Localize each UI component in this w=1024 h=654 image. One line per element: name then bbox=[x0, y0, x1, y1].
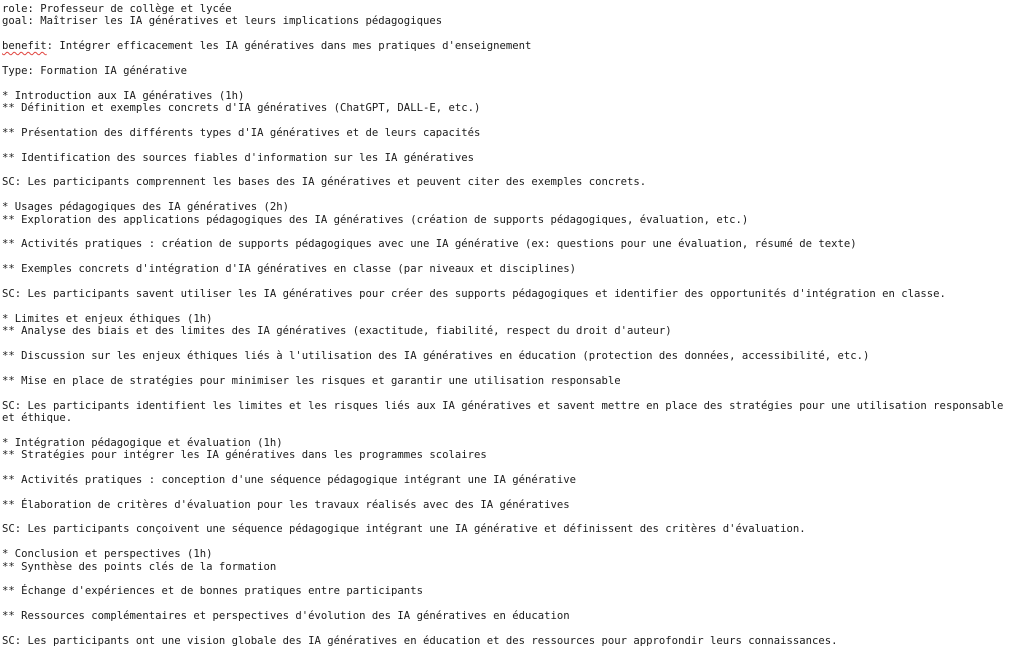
blank-line bbox=[2, 461, 1024, 473]
blank-line bbox=[2, 189, 1024, 201]
blank-line bbox=[2, 424, 1024, 436]
blank-line bbox=[2, 28, 1024, 40]
blank-line bbox=[2, 486, 1024, 498]
blank-line bbox=[2, 362, 1024, 374]
goal-line: goal: Maîtriser les IA génératives et leurs implications pédagogiques bbox=[2, 15, 443, 28]
success-criteria: SC: Les participants ont une vision globale des IA génératives en éducation et des ressources pour approfondir leurs connaissances. bbox=[2, 634, 838, 647]
blank-line bbox=[2, 598, 1024, 610]
success-criteria: SC: Les participants identifient les limites et les risques liés aux IA génératives et savent mettre en place des stratégies pour une utilisation responsable et éthique. bbox=[2, 399, 1010, 424]
blank-line bbox=[2, 511, 1024, 523]
blank-line bbox=[2, 387, 1024, 399]
blank-line bbox=[2, 226, 1024, 238]
section-title: * Conclusion et perspectives (1h) bbox=[2, 548, 213, 561]
blank-line bbox=[2, 573, 1024, 585]
section-title: * Intégration pédagogique et évaluation (1h) bbox=[2, 436, 283, 449]
section-item: ** Mise en place de stratégies pour minimiser les risques et garantir une utilisation responsable bbox=[2, 374, 621, 387]
success-criteria: SC: Les participants comprennent les bases des IA génératives et peuvent citer des exemples concrets. bbox=[2, 176, 647, 189]
section-title: * Usages pédagogiques des IA génératives (2h) bbox=[2, 201, 290, 214]
benefit-line bbox=[2, 40, 1024, 52]
blank-line bbox=[2, 276, 1024, 288]
section-item: ** Définition et exemples concrets d'IA génératives (ChatGPT, DALL-E, etc.) bbox=[2, 102, 481, 115]
section-title: * Introduction aux IA génératives (1h) bbox=[2, 89, 245, 102]
blank-line bbox=[2, 164, 1024, 176]
section-item: ** Exploration des applications pédagogiques des IA génératives (création de supports pédagogiques, évaluation, etc.) bbox=[2, 213, 749, 226]
blank-line bbox=[2, 251, 1024, 263]
blank-line bbox=[2, 300, 1024, 312]
blank-line bbox=[2, 139, 1024, 151]
success-criteria: SC: Les participants savent utiliser les IA génératives pour créer des supports pédagogiques et identifier des opportunités d'intégration en classe. bbox=[2, 287, 946, 300]
section-item: ** Identification des sources fiables d'information sur les IA génératives bbox=[2, 151, 474, 164]
type-line: Type: Formation IA générative bbox=[2, 64, 187, 77]
section-item: ** Élaboration de critères d'évaluation pour les travaux réalisés avec des IA génératives bbox=[2, 498, 570, 511]
section-item: ** Activités pratiques : conception d'une séquence pédagogique intégrant une IA générative bbox=[2, 473, 577, 486]
blank-line bbox=[2, 623, 1024, 635]
blank-line bbox=[2, 115, 1024, 127]
blank-line bbox=[2, 53, 1024, 65]
success-criteria: SC: Les participants conçoivent une séquence pédagogique intégrant une IA générative et définissent des critères d'évaluation. bbox=[2, 523, 806, 536]
blank-line bbox=[2, 338, 1024, 350]
section-item: ** Présentation des différents types d'IA génératives et de leurs capacités bbox=[2, 126, 481, 139]
role-line: role: Professeur de collège et lycée bbox=[2, 3, 232, 15]
benefit-text: : Intégrer efficacement les IA génératives dans mes pratiques d'enseignement bbox=[46, 40, 532, 53]
spellcheck-underlined-word[interactable]: benefit bbox=[2, 40, 47, 53]
section-item: ** Synthèse des points clés de la formation bbox=[2, 560, 277, 573]
section-item: ** Activités pratiques : création de supports pédagogiques avec une IA générative (ex: questions pour une évaluation, résumé de texte) bbox=[2, 238, 857, 251]
section-item: ** Discussion sur les enjeux éthiques liés à l'utilisation des IA génératives en éducation (protection des données, accessibilité, etc.) bbox=[2, 349, 870, 362]
section-item: ** Analyse des biais et des limites des IA génératives (exactitude, fiabilité, respect du droit d'auteur) bbox=[2, 325, 672, 338]
section-item: ** Échange d'expériences et de bonnes pratiques entre participants bbox=[2, 585, 423, 598]
section-title: * Limites et enjeux éthiques (1h) bbox=[2, 312, 213, 325]
blank-line bbox=[2, 536, 1024, 548]
section-item: ** Exemples concrets d'intégration d'IA génératives en classe (par niveaux et disciplines) bbox=[2, 263, 577, 276]
section-item: ** Ressources complémentaires et perspectives d'évolution des IA génératives en éducation bbox=[2, 610, 570, 623]
blank-line bbox=[2, 77, 1024, 89]
section-item: ** Stratégies pour intégrer les IA génératives dans les programmes scolaires bbox=[2, 449, 487, 462]
